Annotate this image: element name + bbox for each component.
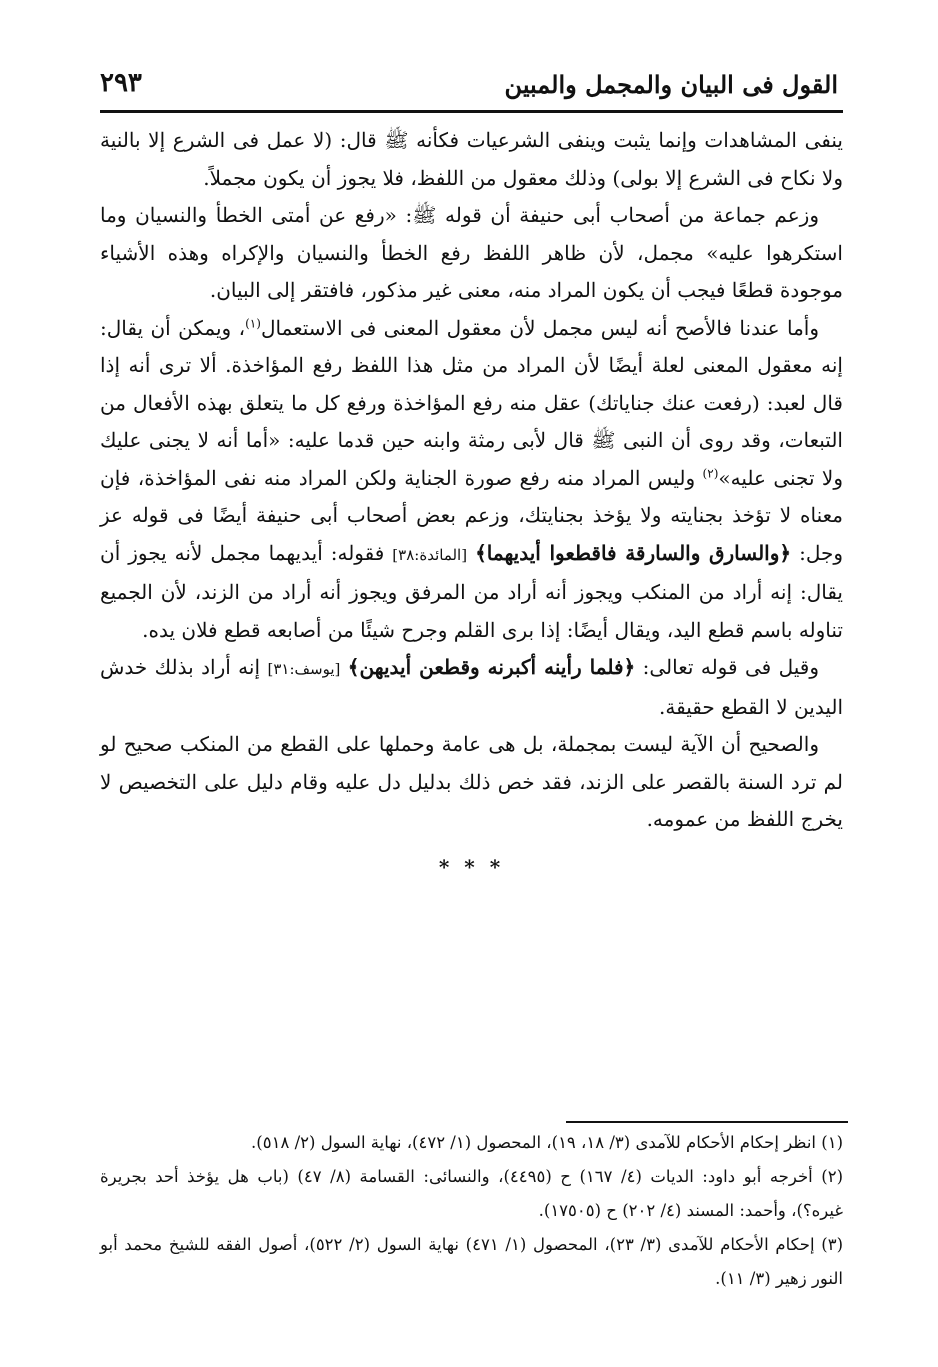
- page-number: ٢٩٣: [100, 68, 142, 98]
- paragraph-4-text-b: إنه أراد بذلك خدش اليدين لا القطع حقيقة.: [100, 655, 843, 719]
- paragraph-3-text-d: فقوله: أيديهما مجمل لأنه يجوز أن يقال: إنه أراد من المنكب ويجوز أنه أراد من المرفق ويجوز أنه أراد من الزند، لأن الجميع تناوله باسم قطع اليد، ويقال أيضًا: إذا برى القلم وجرح شيئًا من أصابعه قطع فلان يده.: [100, 540, 843, 642]
- footnote-marker-2: (٢): [702, 465, 719, 480]
- page-header: [100, 68, 838, 112]
- footnote-2: (٢) أخرجه أبو داود: الديات (٤/ ١٦٧) ح (٤٤٩٥)، والنسائى: القسامة (٨/ ٤٧) (باب هل يؤخذ أحد بجريرة غيره؟)، وأحمد: المسند (٤/ ٢٠٢) ح (١٧٥٠٥).: [100, 1167, 844, 1220]
- paragraph-3-text-c: وليس المراد منه رفع صورة الجناية ولكن المراد منه نفى المؤاخذة، فإن معناه لا تؤخذ بجنايته ولا يؤخذ بجنايتك، وزعم بعض أصحاب أبى حنيفة أيضًا فى قوله عز وجل:: [100, 465, 844, 565]
- quran-quote-yusuf: ﴿فلما رأينه أكبرنه وقطعن أيديهن﴾: [347, 655, 636, 679]
- footnote-marker-1: (١): [245, 315, 261, 330]
- quran-ref-maidah: [المائدة:٣٨]: [392, 545, 468, 564]
- paragraph-4: [100, 649, 843, 726]
- footnote-1: (١) انظر إحكام الأحكام للآمدى (٣/ ١٨، ١٩)، المحصول (١/ ٤٧٢)، نهاية السول (٢/ ٥١٨).: [251, 1133, 843, 1152]
- header-rule: [100, 110, 843, 113]
- paragraph-1: ينفى المشاهدات وإنما يثبت وينفى الشرعيات فكأنه ﷺ قال: (لا عمل فى الشرع إلا بالنية ولا نكاح فى الشرع إلا بولى) وذلك معقول من اللفظ، فلا يجوز أن يكون مجملاً.: [100, 128, 843, 190]
- paragraph-2: وزعم جماعة من أصحاب أبى حنيفة أن قوله ﷺ: «رفع عن أمتى الخطأ والنسيان وما استكرهوا عليه» مجمل، لأن ظاهر اللفظ رفع الخطأ والنسيان والإكراه وهذه الأشياء موجودة قطعًا فيجب أن يكون المراد منه، معنى غير مذكور، فافتقر إلى البيان.: [100, 203, 843, 302]
- footnote-3: (٣) إحكام الأحكام للآمدى (٣/ ٢٣)، المحصول (١/ ٤٧١) نهاية السول (٢/ ٥٢٢)، أصول الفقه للشيخ محمد أبو النور زهير (٣/ ١١).: [100, 1235, 843, 1288]
- footnotes: [100, 1126, 843, 1296]
- paragraph-4-text-a: وقيل فى قوله تعالى:: [635, 655, 820, 679]
- paragraph-5: والصحيح أن الآية ليست بمجملة، بل هى عامة وحملها على القطع من المنكب صحيح لو لم ترد السنة بالقصر على الزند، فقد خص ذلك بدليل دل عليه وقام دليل على التخصيص لا يخرج اللفظ من عمومه.: [100, 732, 843, 831]
- footnote-rule: [566, 1121, 848, 1123]
- quran-quote-maidah: ﴿والسارق والسارقة فاقطعوا أيديهما﴾: [475, 540, 792, 565]
- quran-ref-yusuf: [يوسف:٣١]: [267, 660, 341, 678]
- main-text: [100, 122, 843, 886]
- paragraph-3-text-a: وأما عندنا فالأصح أنه ليس مجمل لأن معقول المعنى فى الاستعمال: [260, 315, 819, 340]
- section-separator: * * *: [438, 854, 505, 879]
- paragraph-3-text-b: ، ويمكن أن يقال: إنه معقول المعنى لعلة أيضًا لأن المراد من مثل هذا اللفظ رفع المؤاخذة. ألا ترى أنه إذا قال لعبد: (رفعت عنك جناياتك) عقل منه رفع المؤاخذة ورفع كل ما يتعلق بهذه الأفعال من التبعات، وقد روى أن النبى ﷺ قال لأبى رمثة وابنه حين قدما عليه: «أما أنه لا يجنى عليك ولا تجنى عليه»: [100, 315, 844, 490]
- paragraph-3: [100, 310, 843, 650]
- running-title: القول فى البيان والمجمل والمبين: [504, 70, 838, 99]
